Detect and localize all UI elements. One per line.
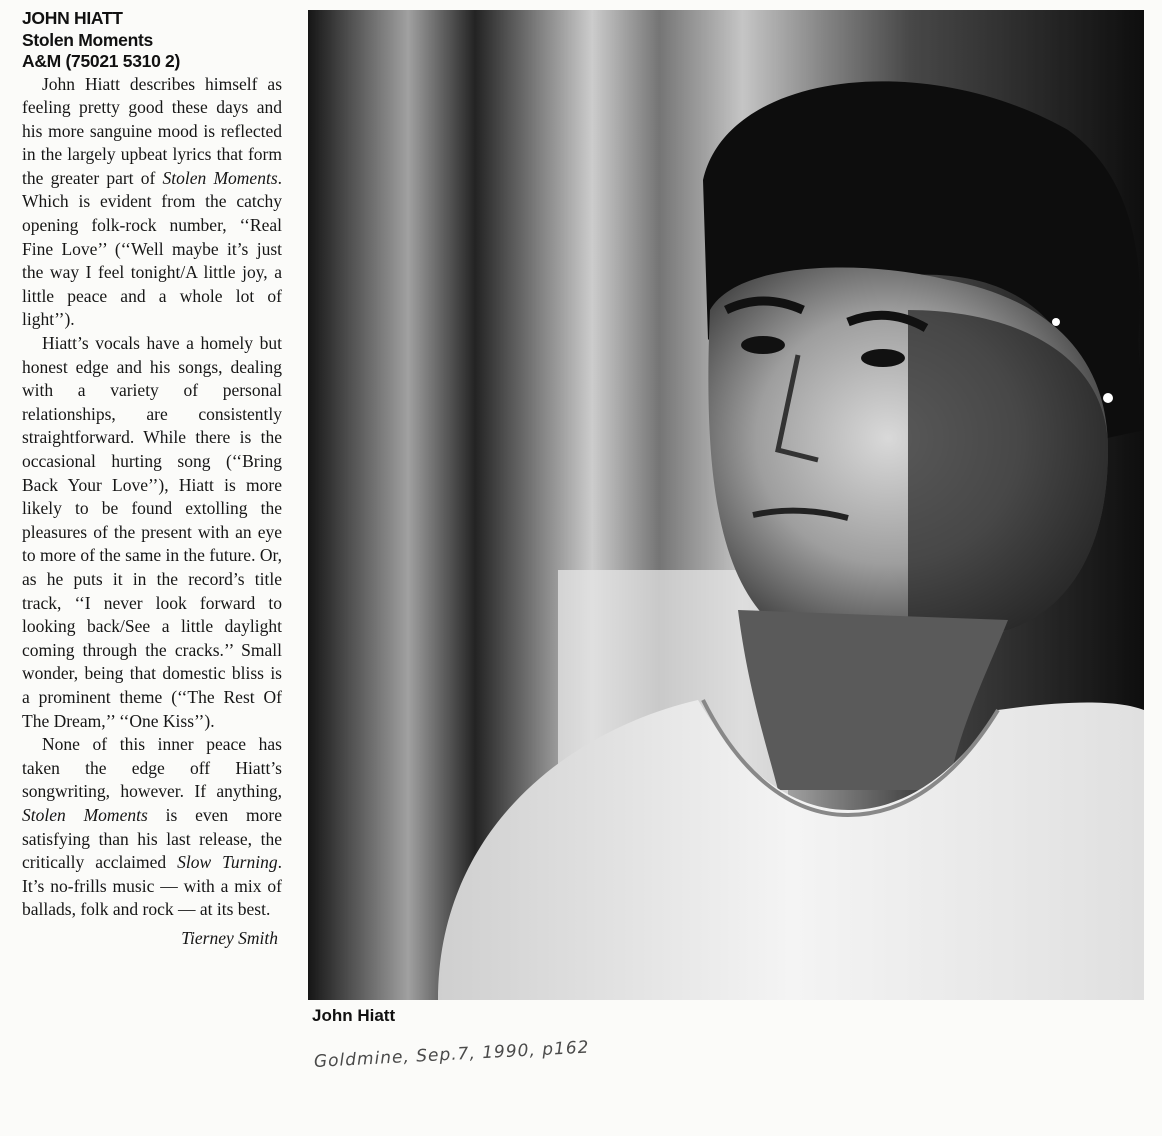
album-title: Stolen Moments: [22, 29, 153, 50]
album-label: A&M (75021 5310 2): [22, 51, 181, 71]
byline: Tierney Smith: [181, 927, 278, 948]
review-paragraph-1: John Hiatt describes himself as feeling pretty good these days and his more sanguine mood is reflected in the largely upbeat lyrics that form the greater part of Stolen Moments. Which is evident from the catchy opening folk-rock number, ‘‘Real Fine Love’’ (‘‘Well maybe it’s just the way I feel tonight/A little joy, a little peace and a whole lot of light’’).: [22, 73, 282, 330]
review-article: [22, 8, 282, 949]
review-paragraph-3: None of this inner peace has taken the edge off Hiatt’s songwriting, however. If anything, Stolen Moments is even more satisfying than his last release, the critically acclaimed Slow Turning. It’s no-frills music — with a mix of ballads, folk and rock — at its best.: [22, 734, 282, 920]
photo-caption: John Hiatt: [312, 1006, 396, 1025]
review-paragraph-2: Hiatt’s vocals have a homely but honest edge and his songs, dealing with a variety of personal relationships, are consistently straightforward. While there is the occasional hurting song (‘‘Bring Back Your Love’’), Hiatt is more likely to be found extolling the pleasures of the present with an eye to more of the same in the future. Or, as he puts it in the record’s title track, ‘‘I never look forward to looking back/See a little daylight coming through the cracks.’’ Small wonder, being that domestic bliss is a prominent theme (‘‘The Rest Of The Dream,’’ ‘‘One Kiss’’).: [22, 333, 282, 731]
artist-name: JOHN HIATT: [22, 8, 123, 28]
portrait-photo: [308, 10, 1144, 1000]
handwritten-note: Goldmine, Sep.7, 1990, p162: [313, 1037, 590, 1072]
portrait-photo-image: [308, 10, 1144, 1000]
